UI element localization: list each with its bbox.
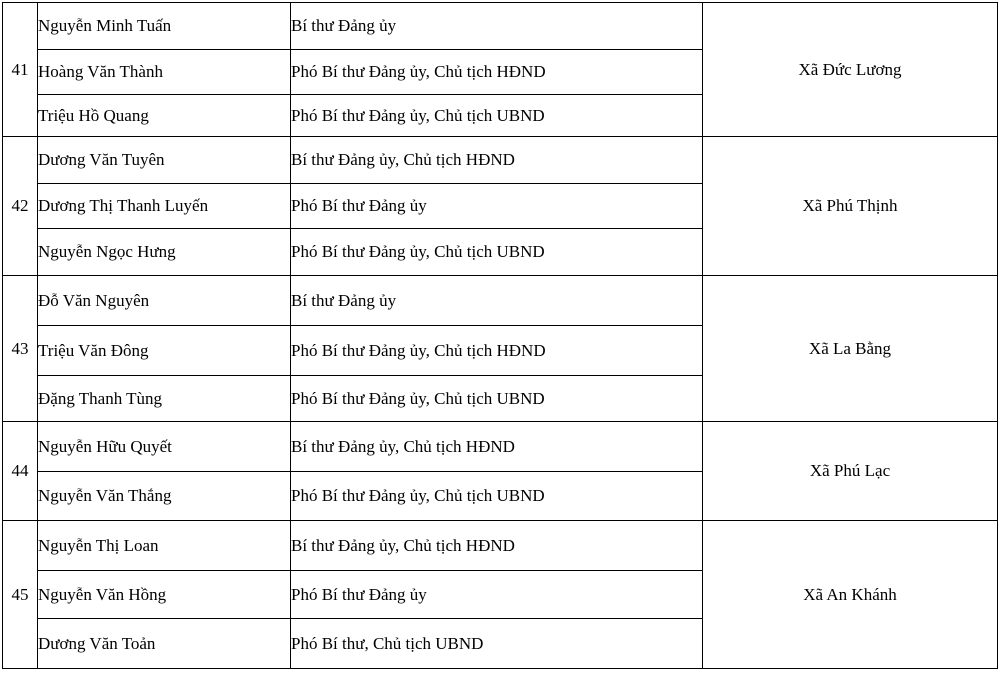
personnel-table	[2, 2, 998, 669]
person-name: Nguyễn Minh Tuấn	[38, 3, 291, 50]
person-position: Bí thư Đảng ủy	[291, 3, 703, 50]
commune-name: Xã Phú Lạc	[703, 422, 998, 521]
person-position: Phó Bí thư Đảng ủy, Chủ tịch UBND	[291, 229, 703, 276]
person-name: Đỗ Văn Nguyên	[38, 276, 291, 326]
person-position: Phó Bí thư Đảng ủy, Chủ tịch UBND	[291, 472, 703, 521]
person-name: Dương Thị Thanh Luyến	[38, 184, 291, 229]
person-position: Phó Bí thư, Chủ tịch UBND	[291, 619, 703, 669]
person-position: Phó Bí thư Đảng ủy	[291, 571, 703, 619]
table-row	[3, 3, 998, 50]
person-position: Phó Bí thư Đảng ủy	[291, 184, 703, 229]
row-number: 42	[3, 137, 38, 276]
person-name: Dương Văn Toản	[38, 619, 291, 669]
person-position: Phó Bí thư Đảng ủy, Chủ tịch HĐND	[291, 50, 703, 95]
table-row	[3, 521, 998, 571]
person-name: Triệu Hồ Quang	[38, 95, 291, 137]
table-row	[3, 422, 998, 472]
person-position: Phó Bí thư Đảng ủy, Chủ tịch UBND	[291, 95, 703, 137]
row-number: 41	[3, 3, 38, 137]
person-position: Phó Bí thư Đảng ủy, Chủ tịch UBND	[291, 376, 703, 422]
person-name: Dương Văn Tuyên	[38, 137, 291, 184]
row-number: 45	[3, 521, 38, 669]
person-name: Nguyễn Ngọc Hưng	[38, 229, 291, 276]
table-row	[3, 137, 998, 184]
person-name: Nguyễn Thị Loan	[38, 521, 291, 571]
person-position: Bí thư Đảng ủy, Chủ tịch HĐND	[291, 137, 703, 184]
personnel-table-body	[3, 3, 998, 669]
person-name: Triệu Văn Đông	[38, 326, 291, 376]
person-position: Bí thư Đảng ủy	[291, 276, 703, 326]
commune-name: Xã An Khánh	[703, 521, 998, 669]
person-name: Đặng Thanh Tùng	[38, 376, 291, 422]
commune-name: Xã La Bằng	[703, 276, 998, 422]
row-number: 43	[3, 276, 38, 422]
person-name: Nguyễn Văn Hồng	[38, 571, 291, 619]
person-name: Nguyễn Hữu Quyết	[38, 422, 291, 472]
person-name: Nguyễn Văn Thắng	[38, 472, 291, 521]
table-row	[3, 276, 998, 326]
row-number: 44	[3, 422, 38, 521]
person-name: Hoàng Văn Thành	[38, 50, 291, 95]
person-position: Bí thư Đảng ủy, Chủ tịch HĐND	[291, 422, 703, 472]
person-position: Phó Bí thư Đảng ủy, Chủ tịch HĐND	[291, 326, 703, 376]
commune-name: Xã Đức Lương	[703, 3, 998, 137]
commune-name: Xã Phú Thịnh	[703, 137, 998, 276]
person-position: Bí thư Đảng ủy, Chủ tịch HĐND	[291, 521, 703, 571]
